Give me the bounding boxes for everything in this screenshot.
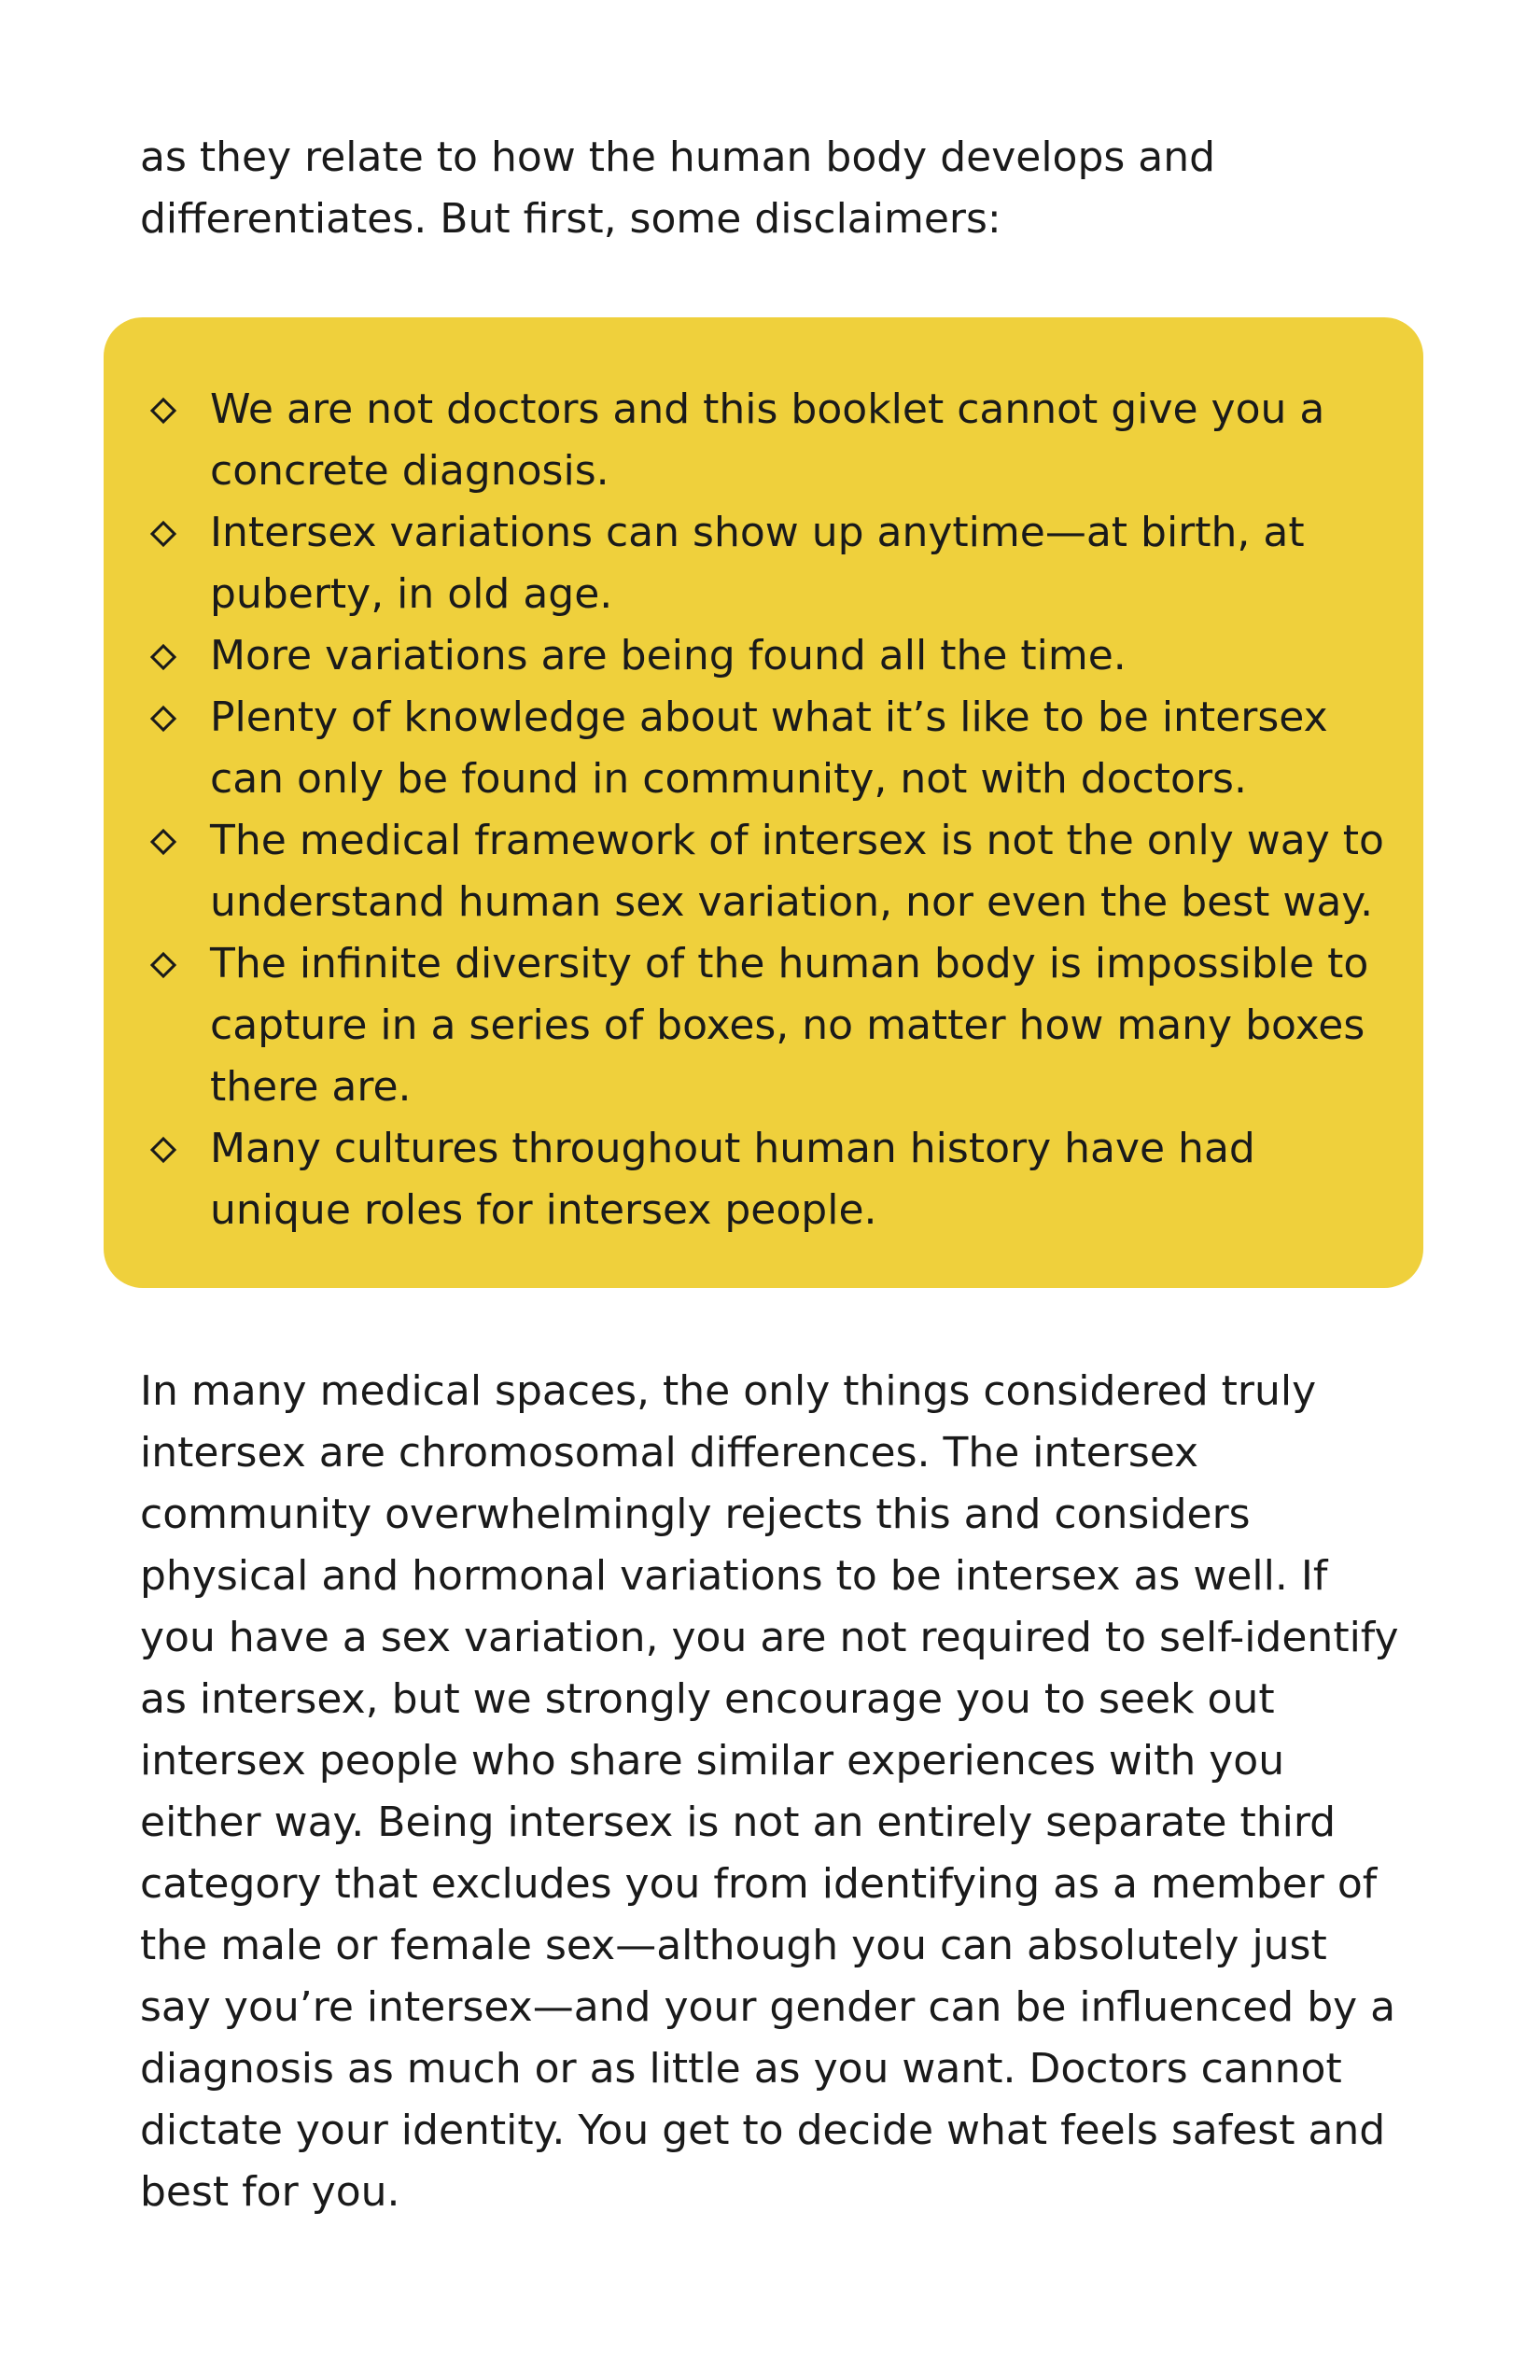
disclaimer-item (141, 810, 1386, 933)
disclaimer-text: The infinite diversity of the human body is impossible to capture in a series of boxes, no matter how many boxes there are. (210, 940, 1369, 1111)
disclaimer-text: The medical framework of intersex is not the only way to understand human sex variation, nor even the best way. (210, 817, 1384, 926)
diamond-bullet-icon (141, 1118, 210, 1180)
diamond-bullet-icon (141, 625, 210, 687)
disclaimer-item (141, 687, 1386, 810)
disclaimer-text: Intersex variations can show up anytime—at birth, at puberty, in old age. (210, 509, 1305, 618)
diamond-bullet-icon (141, 502, 210, 564)
disclaimer-item (141, 1118, 1386, 1241)
disclaimer-list (141, 379, 1386, 1241)
disclaimer-text: Many cultures throughout human history have had unique roles for intersex people. (210, 1125, 1255, 1234)
diamond-bullet-icon (141, 810, 210, 872)
disclaimer-box (104, 317, 1423, 1288)
intro-paragraph: as they relate to how the human body develops and differentiates. But first, some disclaimers: (140, 133, 1216, 243)
diamond-bullet-icon (141, 933, 210, 995)
diamond-bullet-icon (141, 379, 210, 441)
disclaimer-text: We are not doctors and this booklet cannot give you a concrete diagnosis. (210, 385, 1325, 495)
disclaimer-item (141, 625, 1386, 687)
disclaimer-text: More variations are being found all the time. (210, 632, 1127, 679)
disclaimer-item (141, 933, 1386, 1118)
disclaimer-text: Plenty of knowledge about what it’s like to be intersex can only be found in community, not with doctors. (210, 693, 1328, 803)
disclaimer-item (141, 379, 1386, 502)
disclaimer-item (141, 502, 1386, 625)
body-paragraph: In many medical spaces, the only things considered truly intersex are chromosomal differences. The intersex community overwhelmingly rejects this and considers physical and hormonal variations to be intersex as well. If you have a sex variation, you are not required to self-identify as intersex, but we strongly encourage you to seek out intersex people who share similar experiences with you either way. Being intersex is not an entirely separate third category that excludes you from identifying as a member of the male or female sex—although you can absolutely just say you’re intersex—and your gender can be influenced by a diagnosis as much or as little as you want. Doctors cannot dictate your identity. You get to decide what feels safest and best for you. (140, 1367, 1399, 2216)
diamond-bullet-icon (141, 687, 210, 749)
